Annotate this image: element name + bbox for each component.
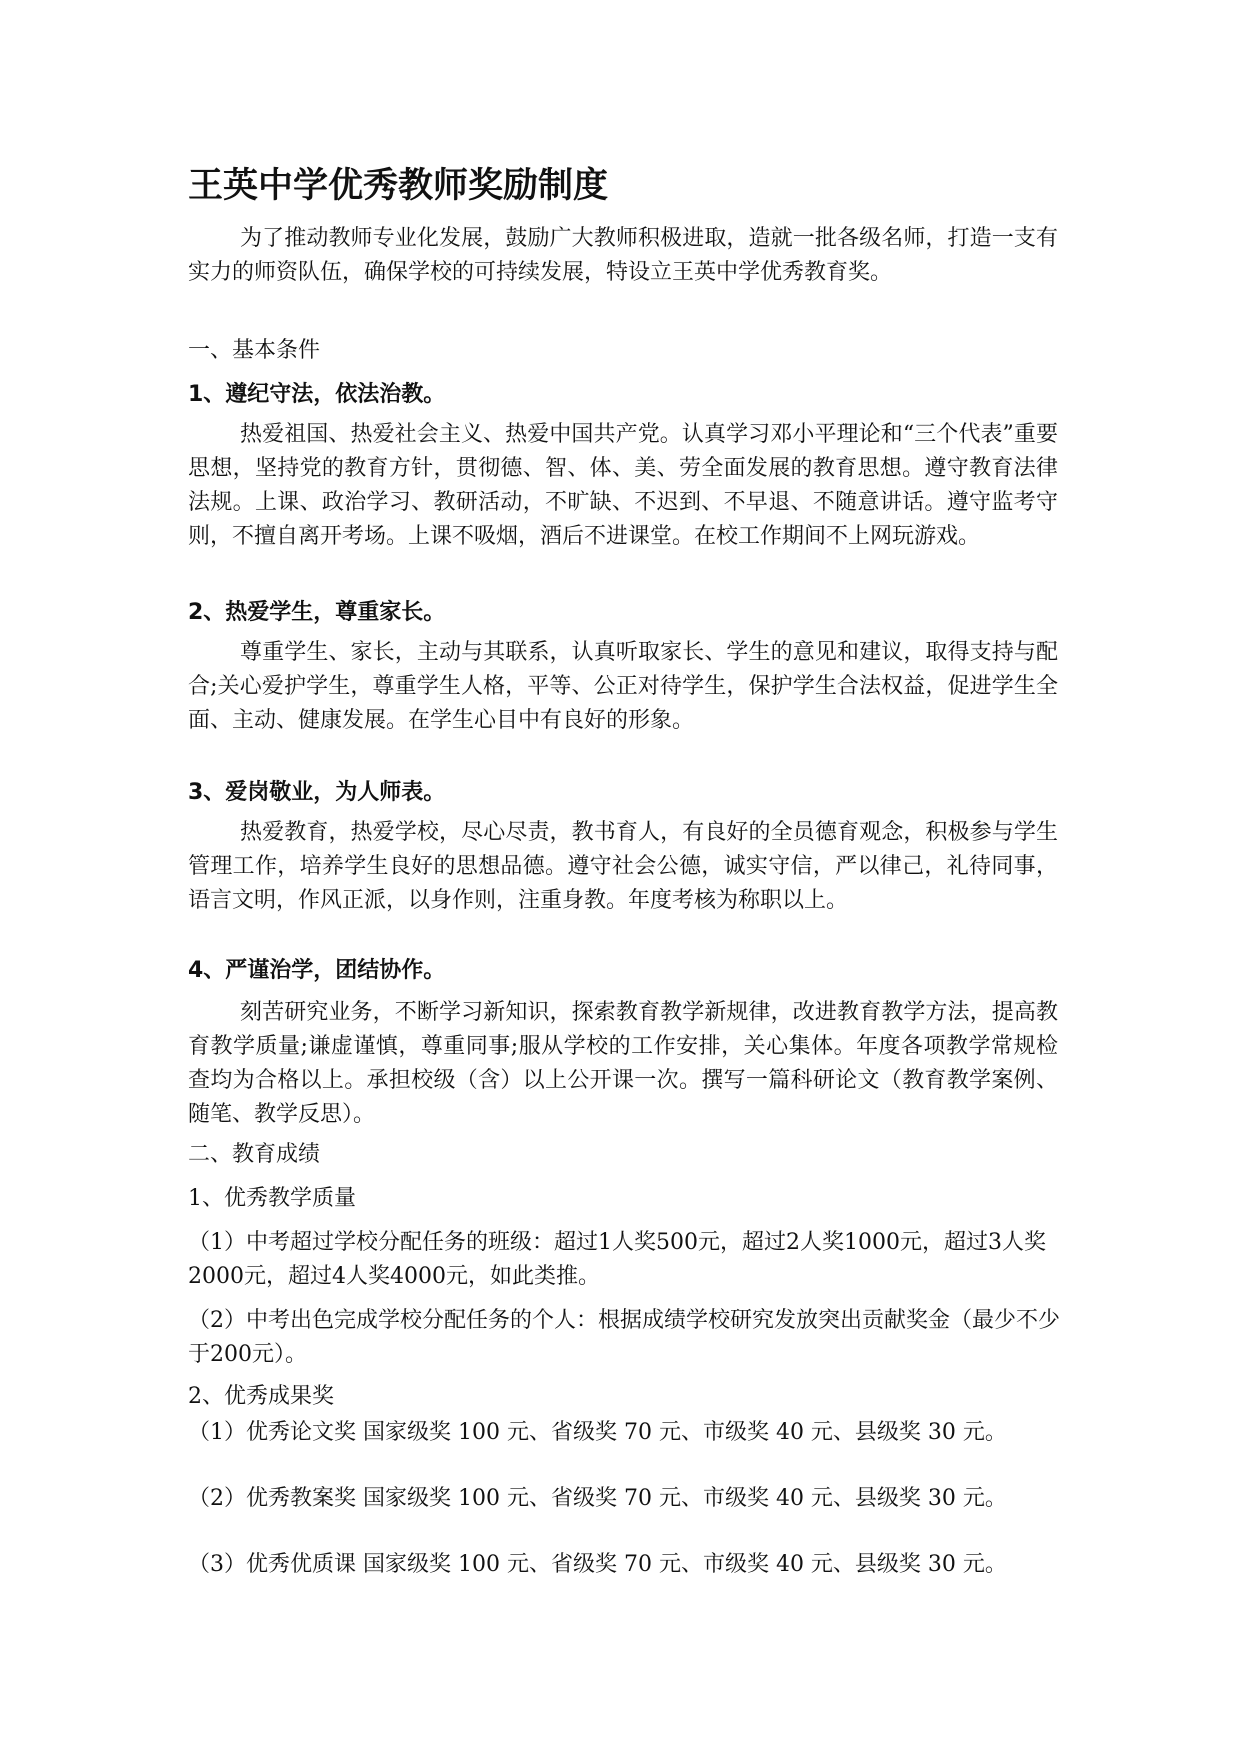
intro-paragraph: 为了推动教师专业化发展，鼓励广大教师积极进取，造就一批各级名师，打造一支有实力的师资队伍，确保学校的可持续发展，特设立王英中学优秀教育奖。 — [188, 226, 1058, 285]
item2-heading: 2、热爱学生，尊重家长。 — [188, 600, 446, 625]
item2-body: 尊重学生、家长，主动与其联系，认真听取家长、学生的意见和建议，取得支持与配合;关心爱护学生，尊重学生人格，平等、公正对待学生，保护学生合法权益，促进学生全面、主动、健康发展。在学生心目中有良好的形象。 — [188, 640, 1058, 733]
document-title: 王英中学优秀教师奖励制度 — [188, 166, 609, 206]
sub1-paragraph-2: （2）中考出色完成学校分配任务的个人：根据成绩学校研究发放突出贡献奖金（最少不少于200元）。 — [188, 1308, 1061, 1367]
section2-heading: 二、教育成绩 — [188, 1142, 321, 1167]
award-line-1: （1）优秀论文奖 国家级奖 100 元、省级奖 70 元、市级奖 40 元、县级奖 30 元。 — [188, 1420, 1007, 1445]
item3-body: 热爱教育，热爱学校，尽心尽责，教书育人，有良好的全员德育观念，积极参与学生管理工作，培养学生良好的思想品德。遵守社会公德，诚实守信，严以律己，礼待同事，语言文明，作风正派，以身作则，注重身教。年度考核为称职以上。 — [188, 820, 1058, 913]
sub1-heading: 1、优秀教学质量 — [188, 1186, 356, 1211]
item3-heading: 3、爱岗敬业，为人师表。 — [188, 780, 446, 805]
sub2-heading: 2、优秀成果奖 — [188, 1384, 334, 1409]
award-line-3: （3）优秀优质课 国家级奖 100 元、省级奖 70 元、市级奖 40 元、县级奖 30 元。 — [188, 1552, 1007, 1577]
item4-body: 刻苦研究业务，不断学习新知识，探索教育教学新规律，改进教育教学方法，提高教育教学质量;谦虚谨慎，尊重同事;服从学校的工作安排，关心集体。年度各项教学常规检查均为合格以上。承担校级（含）以上公开课一次。撰写一篇科研论文（教育教学案例、随笔、教学反思）。 — [188, 1000, 1058, 1127]
item1-body: 热爱祖国、热爱社会主义、热爱中国共产党。认真学习邓小平理论和“三个代表”重要思想，坚持党的教育方针，贯彻德、智、体、美、劳全面发展的教育思想。遵守教育法律法规。上课、政治学习、教研活动，不旷缺、不迟到、不早退、不随意讲话。遵守监考守则，不擅自离开考场。上课不吸烟，酒后不进课堂。在校工作期间不上网玩游戏。 — [188, 422, 1058, 549]
item4-heading: 4、严谨治学，团结协作。 — [188, 958, 446, 983]
item1-heading: 1、遵纪守法，依法治教。 — [188, 382, 446, 407]
sub1-paragraph-1: （1）中考超过学校分配任务的班级：超过1人奖500元，超过2人奖1000元，超过3人奖2000元，超过4人奖4000元，如此类推。 — [188, 1230, 1046, 1289]
award-line-2: （2）优秀教案奖 国家级奖 100 元、省级奖 70 元、市级奖 40 元、县级奖 30 元。 — [188, 1486, 1007, 1511]
section1-heading: 一、基本条件 — [188, 338, 321, 363]
